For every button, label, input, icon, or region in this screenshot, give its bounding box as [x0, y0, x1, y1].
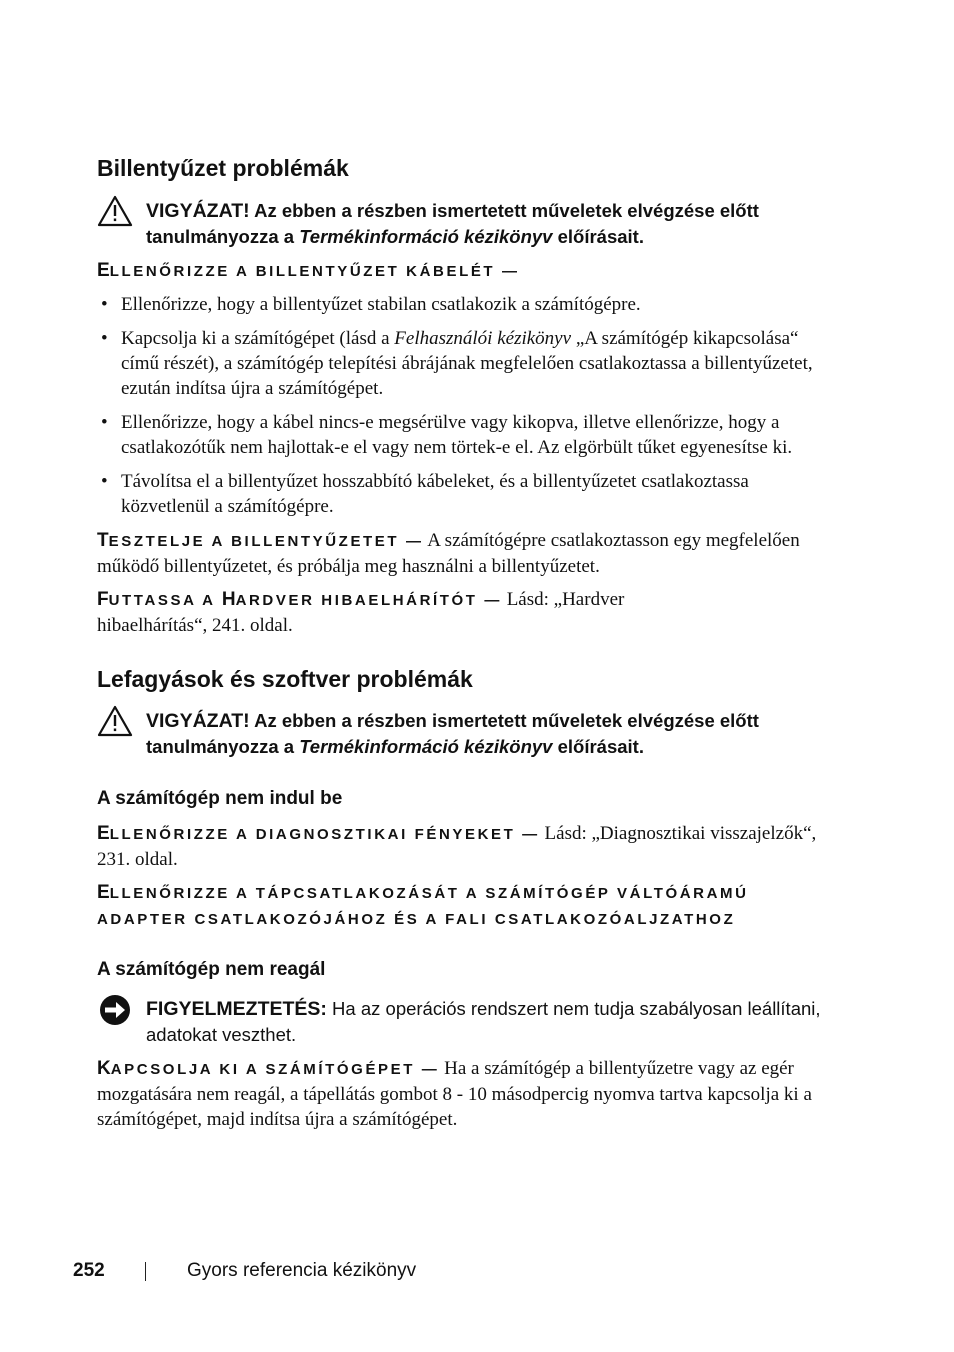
list-item: • Ellenőrizze, hogy a kábel nincs-e megsérülve vagy kikopva, illetve ellenőrizze, hogy a csatlakozótűk nem hajlottak-e el vagy nem törtek-e el. Az elgörbült tűket egyenesítse ki.	[101, 412, 793, 458]
section-title-keyboard: Billentyűzet problémák	[97, 155, 349, 181]
check-cable-heading: ELLENŐRIZZE A BILLENTYŰZET KÁBELÉT —	[97, 260, 520, 281]
turn-off-paragraph: KAPCSOLJA KI A SZÁMÍTÓGÉPET — Ha a számítógép a billentyűzetre vagy az egér mozgatására nem reagál, a tápellátás gombot 8 - 10 másodpercig nyomva tartva kapcsolja ki a számítógépet, majd indítsa újra a számítógépet.	[97, 1058, 812, 1130]
hardware-troubleshooter-paragraph: FUTTASSA A HARDVER HIBAELHÁRÍTÓT — Lásd: „Hardver hibaelhárítás“, 241. oldal.	[97, 589, 625, 636]
caution-text-end: előírásait.	[552, 736, 644, 757]
subheading-no-response: A számítógép nem reagál	[97, 959, 326, 980]
section-title-freezes: Lefagyások és szoftver problémák	[97, 666, 473, 692]
caution-italic: Termékinformáció kézikönyv	[299, 226, 553, 247]
warning-triangle-icon	[97, 705, 133, 737]
notice-arrow-icon	[97, 994, 133, 1026]
subheading-no-start: A számítógép nem indul be	[97, 788, 343, 809]
page-number: 252	[73, 1260, 105, 1281]
caution-text: Az ebben a részben ismertetett műveletek elvégzése előtt tanulmányozza a	[146, 710, 759, 757]
list-item: • Távolítsa el a billentyűzet hosszabbító kábeleket, és a billentyűzetet csatlakoztassa közvetlenül a számítógépre.	[101, 471, 749, 517]
caution-text: Az ebben a részben ismertetett műveletek elvégzése előtt tanulmányozza a	[146, 200, 759, 247]
footer-divider	[145, 1262, 146, 1281]
keyboard-checklist	[97, 292, 832, 528]
caution-label: VIGYÁZAT!	[146, 200, 250, 222]
test-keyboard-paragraph: TESZTELJE A BILLENTYŰZETET — A számítógépre csatlakoztasson egy megfelelően működő billentyűzetet, és próbálja meg használni a billentyűzetet.	[97, 530, 800, 577]
footer-title: Gyors referencia kézikönyv	[187, 1260, 417, 1281]
caution-label: VIGYÁZAT!	[146, 710, 250, 732]
list-item: • Kapcsolja ki a számítógépet (lásd a Felhasználói kézikönyv „A számítógép kikapcsolása“ című részét), a számítógép telepítési ábrájának megfelelően csatlakoztassa a billentyűzetet, ezután indítsa újra a számítógépet.	[101, 328, 813, 399]
caution-text-end: előírásait.	[552, 226, 644, 247]
caution-italic: Termékinformáció kézikönyv	[299, 736, 553, 757]
caution-notice	[97, 708, 827, 759]
notice-label: FIGYELMEZTETÉS:	[146, 998, 327, 1020]
list-item: • Ellenőrizze, hogy a billentyűzet stabilan csatlakozik a számítógépre.	[101, 294, 641, 315]
power-connection-paragraph: ELLENŐRIZZE A TÁPCSATLAKOZÁSÁT A SZÁMÍTÓGÉP VÁLTÓÁRAMÚ ADAPTER CSATLAKOZÓJÁHOZ ÉS A FALI CSATLAKOZÓALJZATHOZ	[97, 882, 749, 928]
caution-notice	[97, 198, 827, 249]
diagnostic-lights-paragraph: ELLENŐRIZZE A DIAGNOSZTIKAI FÉNYEKET — Lásd: „Diagnosztikai visszajelzők“, 231. oldal.	[97, 823, 817, 870]
notice-text: Ha az operációs rendszert nem tudja szabályosan leállítani, adatokat veszthet.	[146, 998, 821, 1045]
notice-block	[97, 996, 827, 1047]
warning-triangle-icon	[97, 195, 133, 227]
